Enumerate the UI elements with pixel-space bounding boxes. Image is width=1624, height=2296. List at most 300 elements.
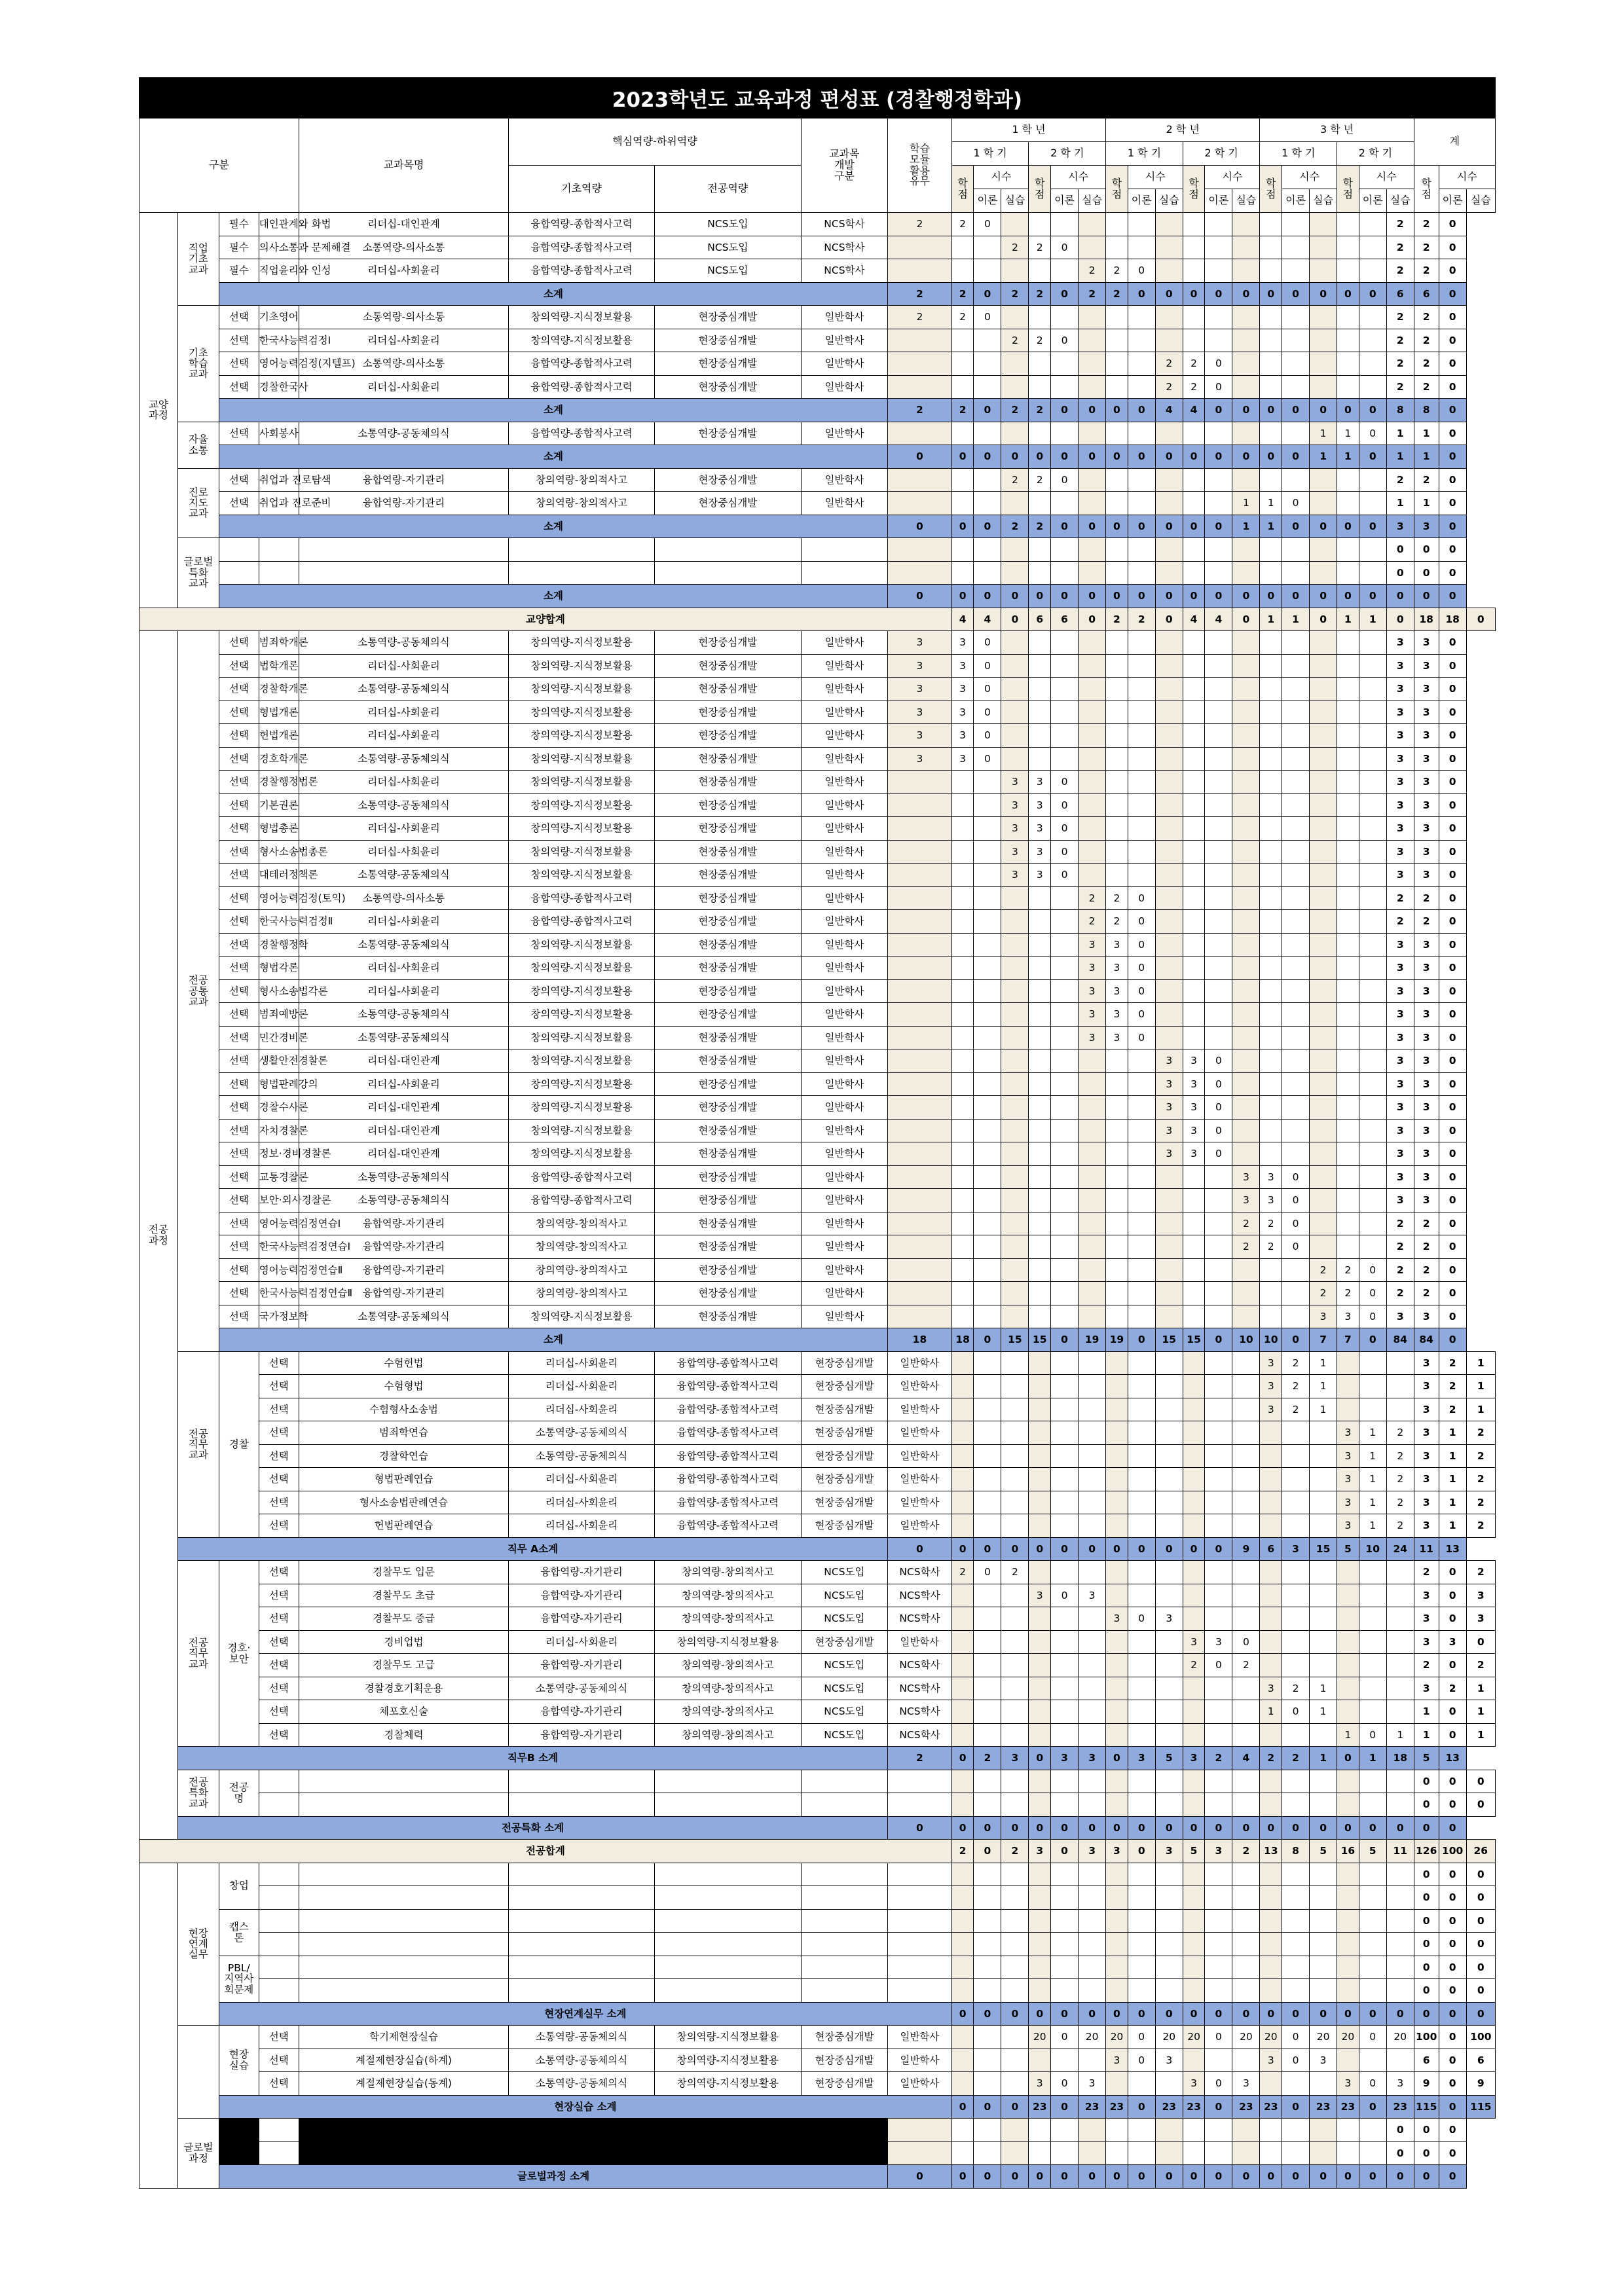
course-name: [299, 1863, 508, 1886]
semester-value: [1260, 259, 1282, 283]
semester-value: [1106, 1444, 1128, 1468]
semester-value: [951, 979, 974, 1003]
total-value: 2: [1414, 910, 1439, 934]
total-value: 0: [1466, 1886, 1495, 1910]
semester-value: [1106, 817, 1128, 841]
semester-value: [1183, 701, 1205, 724]
semester-value: [1205, 1886, 1232, 1910]
semester-value: [1051, 1189, 1079, 1212]
semester-value: [1359, 213, 1386, 236]
semester-value: 2: [1029, 468, 1051, 492]
total-value: 3: [1386, 979, 1414, 1003]
table-row: [139, 886, 1496, 910]
major-competency: 창의역량-지식정보활용: [654, 1630, 801, 1654]
semester-value: [1029, 352, 1051, 376]
semester-value: [1001, 1444, 1029, 1468]
semester-value: [1282, 2119, 1310, 2142]
subtotal-label: 소계: [219, 1328, 887, 1352]
semester-value: [1128, 817, 1155, 841]
course-name: 대인관계와 화법: [259, 213, 299, 236]
semester-value: [1106, 1351, 1128, 1375]
course-type: 선택: [259, 1468, 299, 1491]
total-value: 2: [1466, 1514, 1495, 1538]
dev-type: 현장중심개발: [801, 1375, 887, 1398]
basic-competency: 융합역량-자기관리: [299, 492, 508, 515]
semester-value: [1310, 492, 1337, 515]
semester-value: [1359, 2141, 1386, 2165]
semester-value: [1001, 1630, 1029, 1654]
semester-value: [1001, 1096, 1029, 1120]
semester-value: [951, 1189, 974, 1212]
semester-value: 2: [1079, 910, 1106, 934]
total-value: 1: [1466, 1398, 1495, 1421]
total-value: 3: [1386, 1072, 1414, 1096]
semester-value: [1128, 1282, 1155, 1305]
module-use: 일반학사: [801, 1049, 887, 1073]
semester-value: [1079, 1351, 1106, 1375]
semester-value: [951, 1770, 974, 1793]
section-total-value: 2: [1128, 608, 1155, 631]
course-type: 필수: [219, 236, 259, 259]
total-value: 0: [1439, 329, 1466, 352]
semester-value: [1359, 771, 1386, 794]
group-label: 기초 학습 교과: [177, 306, 219, 422]
semester-value: [1337, 1909, 1359, 1933]
semester-value: 1: [1337, 1723, 1359, 1747]
semester-value: [1310, 1421, 1337, 1445]
subtotal-total: 0: [1439, 399, 1466, 422]
section-total-value: 1: [1359, 608, 1386, 631]
semester-value: [1205, 771, 1232, 794]
semester-value: [1183, 538, 1205, 562]
semester-value: [1337, 840, 1359, 864]
major-competency: 창의역량-지식정보활용: [509, 864, 655, 887]
semester-value: [974, 1235, 1001, 1259]
semester-value: [1337, 654, 1359, 678]
semester-value: [974, 561, 1001, 585]
semester-value: 3: [1029, 2072, 1051, 2096]
semester-value: [1337, 2141, 1359, 2165]
semester-value: [1029, 1654, 1051, 1677]
semester-value: [1051, 2141, 1079, 2165]
semester-value: [1359, 1677, 1386, 1700]
semester-value: [1260, 910, 1282, 934]
semester-value: [1232, 1305, 1260, 1328]
dev-type: 현장중심개발: [654, 1072, 801, 1096]
semester-value: 2: [1232, 1212, 1260, 1235]
course-type: 선택: [219, 840, 259, 864]
semester-value: 3: [1232, 1189, 1260, 1212]
module-use: 일반학사: [888, 1514, 952, 1538]
semester-value: [1183, 1165, 1205, 1189]
course-name: 범죄예방론: [259, 1003, 299, 1027]
subtotal-value: 0: [1359, 1816, 1386, 1840]
table-row: [139, 538, 1496, 562]
semester-value: [888, 793, 952, 817]
semester-value: [888, 1189, 952, 1212]
semester-value: [1310, 1491, 1337, 1514]
total-value: 3: [1414, 1468, 1439, 1491]
course-type: 선택: [259, 1723, 299, 1747]
semester-value: [1337, 468, 1359, 492]
semester-value: [1001, 2072, 1029, 2096]
total-value: 3: [1414, 1189, 1439, 1212]
semester-value: [1183, 979, 1205, 1003]
subtotal-total: 0: [1386, 585, 1414, 608]
subtotal-value: 0: [1282, 515, 1310, 538]
subtotal-value: 1: [1260, 515, 1282, 538]
semester-value: [1359, 979, 1386, 1003]
semester-value: [1386, 1607, 1414, 1631]
subtotal-value: 1: [1337, 445, 1359, 469]
semester-value: [1128, 701, 1155, 724]
semester-value: 3: [1079, 1026, 1106, 1049]
semester-value: [1310, 352, 1337, 376]
semester-value: [1001, 1770, 1029, 1793]
total-value: 0: [1439, 1026, 1466, 1049]
course-type: 선택: [219, 1212, 259, 1235]
semester-value: 3: [1337, 1305, 1359, 1328]
table-row: [139, 817, 1496, 841]
semester-value: [974, 1793, 1001, 1817]
subtotal-value: 2: [1029, 399, 1051, 422]
semester-value: [1282, 678, 1310, 701]
total-value: 0: [1439, 1956, 1466, 1979]
module-use: NCS학사: [801, 213, 887, 236]
dev-type: 현장중심개발: [654, 631, 801, 655]
section-total-value: 2: [1001, 1840, 1029, 1863]
semester-value: [951, 236, 974, 259]
semester-value: 0: [1205, 375, 1232, 399]
semester-value: [1183, 747, 1205, 771]
dev-type: NCS도입: [801, 1607, 887, 1631]
semester-value: [1282, 1956, 1310, 1979]
section-total-value: 3: [1029, 1840, 1051, 1863]
semester-value: [1106, 793, 1128, 817]
semester-value: [1029, 678, 1051, 701]
total-value: 3: [1386, 678, 1414, 701]
total-value: 3: [1414, 1026, 1439, 1049]
basic-competency: 융합역량-자기관리: [299, 1235, 508, 1259]
total-value: 3: [1414, 1607, 1439, 1631]
basic-competency: 소통역량-공동체의식: [299, 422, 508, 445]
semester-value: [1386, 1398, 1414, 1421]
semester-value: [1155, 654, 1183, 678]
major-competency: 융합역량-종합적사고력: [509, 352, 655, 376]
total-value: 0: [1439, 236, 1466, 259]
semester-value: [1155, 1491, 1183, 1514]
semester-value: [1260, 375, 1282, 399]
semester-value: 2: [1386, 1444, 1414, 1468]
semester-value: 3: [951, 701, 974, 724]
total-value: 9: [1414, 2072, 1439, 2096]
subtotal-value: 0: [1205, 1328, 1232, 1352]
semester-value: 2: [1029, 236, 1051, 259]
subtotal-value: 5: [1155, 1747, 1183, 1770]
total-value: 0: [1439, 1049, 1466, 1073]
semester-value: [1232, 1119, 1260, 1142]
semester-value: 3: [1155, 1096, 1183, 1120]
semester-value: [1183, 886, 1205, 910]
semester-value: [1337, 213, 1359, 236]
semester-value: [1232, 1514, 1260, 1538]
course-name: 생활안전경찰론: [259, 1049, 299, 1073]
semester-value: [1029, 1863, 1051, 1886]
dev-type: [801, 1863, 887, 1886]
semester-value: 20: [1029, 2026, 1051, 2049]
semester-value: 3: [951, 678, 974, 701]
semester-value: [951, 1863, 974, 1886]
semester-value: 3: [888, 678, 952, 701]
semester-value: [1386, 1886, 1414, 1910]
table-row: [139, 1886, 1496, 1910]
table-row: [139, 1770, 1496, 1793]
semester-value: [1183, 1956, 1205, 1979]
semester-value: [1310, 329, 1337, 352]
semester-value: [1359, 1979, 1386, 2003]
major-competency: 창의역량-지식정보활용: [509, 933, 655, 957]
semester-value: 0: [1359, 1305, 1386, 1328]
semester-value: [974, 910, 1001, 934]
semester-value: [888, 933, 952, 957]
semester-value: [1128, 1909, 1155, 1933]
course-type: 선택: [219, 1119, 259, 1142]
course-type: 선택: [219, 1189, 259, 1212]
total-value: 0: [1439, 1979, 1466, 2003]
semester-value: 3: [1029, 840, 1051, 864]
total-value: 0: [1439, 2026, 1466, 2049]
semester-value: 2: [888, 306, 952, 329]
semester-value: [1310, 1561, 1337, 1584]
semester-value: [1001, 1165, 1029, 1189]
semester-value: [1359, 1189, 1386, 1212]
subtotal-value: 2: [951, 399, 974, 422]
semester-value: [1001, 561, 1029, 585]
semester-value: [1106, 561, 1128, 585]
total-value: 0: [1414, 1793, 1439, 1817]
semester-value: [888, 561, 952, 585]
header-year2: 2 학 년: [1106, 118, 1260, 142]
semester-value: [1051, 1677, 1079, 1700]
subtotal-value: 0: [1106, 515, 1128, 538]
dev-type: 현장중심개발: [654, 957, 801, 980]
semester-value: [1232, 538, 1260, 562]
semester-value: [1079, 2141, 1106, 2165]
table-row: [139, 840, 1496, 864]
table-row: [139, 1607, 1496, 1631]
semester-value: [1337, 1677, 1359, 1700]
semester-value: [1051, 1119, 1079, 1142]
semester-value: [974, 1863, 1001, 1886]
subtotal-value: 0: [1359, 2165, 1386, 2189]
semester-value: [1029, 1258, 1051, 1282]
table-row: [139, 1212, 1496, 1235]
semester-value: 2: [1183, 1654, 1205, 1677]
total-value: 3: [1414, 1351, 1439, 1375]
semester-value: [1282, 306, 1310, 329]
semester-value: [1260, 1468, 1282, 1491]
semester-value: [1282, 1723, 1310, 1747]
semester-value: [1205, 1700, 1232, 1724]
header-module: 학습 모듈 활용 유무: [888, 118, 952, 213]
semester-value: 0: [1128, 1003, 1155, 1027]
basic-competency: 소통역량-공동체의식: [299, 933, 508, 957]
course-name: [259, 538, 299, 562]
semester-value: [1128, 329, 1155, 352]
semester-value: [1232, 1956, 1260, 1979]
course-name: 경찰무도 입문: [299, 1561, 508, 1584]
subtotal-value: 0: [1051, 2165, 1079, 2189]
total-value: 2: [1386, 236, 1414, 259]
semester-value: [1106, 375, 1128, 399]
semester-value: [1079, 1886, 1106, 1910]
table-header: [139, 118, 1496, 213]
total-value: 0: [1439, 1305, 1466, 1328]
semester-value: [951, 1003, 974, 1027]
total-value: 0: [1439, 1165, 1466, 1189]
semester-value: 0: [1128, 933, 1155, 957]
semester-value: [1155, 933, 1183, 957]
semester-value: 0: [1128, 2049, 1155, 2072]
semester-value: 2: [1337, 1282, 1359, 1305]
table-row: [139, 979, 1496, 1003]
semester-value: 2: [1260, 1212, 1282, 1235]
semester-value: [951, 1142, 974, 1166]
major-competency: 융합역량-종합적사고력: [509, 236, 655, 259]
area-label: [139, 1863, 178, 2188]
semester-value: 3: [1155, 1072, 1183, 1096]
subtotal-value: 0: [974, 515, 1001, 538]
semester-value: [1337, 1607, 1359, 1631]
semester-value: [1232, 1700, 1260, 1724]
semester-value: 2: [1106, 259, 1128, 283]
subtotal-total: 11: [1414, 1537, 1439, 1561]
module-use: 일반학사: [801, 886, 887, 910]
subtotal-value: 23: [1310, 2095, 1337, 2119]
subtotal-value: 0: [1029, 585, 1051, 608]
semester-value: [974, 957, 1001, 980]
semester-value: [1051, 561, 1079, 585]
semester-value: [1183, 654, 1205, 678]
course-type: 선택: [219, 724, 259, 748]
semester-value: [1282, 259, 1310, 283]
semester-value: [1106, 1421, 1128, 1445]
section-total-value: 5: [1359, 1840, 1386, 1863]
semester-value: [1310, 2072, 1337, 2096]
semester-value: 2: [1386, 1468, 1414, 1491]
semester-value: [1205, 259, 1232, 283]
table-row: [139, 1026, 1496, 1049]
subtotal-row: [139, 2095, 1496, 2119]
semester-value: [1029, 1398, 1051, 1421]
dev-type: 현장중심개발: [654, 701, 801, 724]
semester-value: [1232, 1677, 1260, 1700]
semester-value: [1155, 1561, 1183, 1584]
semester-value: [1260, 422, 1282, 445]
subtotal-value: 0: [1155, 282, 1183, 306]
semester-value: [1260, 561, 1282, 585]
semester-value: [1310, 1863, 1337, 1886]
semester-value: [1029, 1723, 1051, 1747]
semester-value: [1183, 1375, 1205, 1398]
semester-value: 1: [1359, 1421, 1386, 1445]
subtotal-row: [139, 445, 1496, 469]
subtotal-value: 0: [1051, 1816, 1079, 1840]
semester-value: [974, 886, 1001, 910]
semester-value: [1260, 1258, 1282, 1282]
major-competency: [654, 1770, 801, 1793]
course-name: 자치경찰론: [259, 1119, 299, 1142]
dev-type: 현장중심개발: [801, 1351, 887, 1375]
semester-value: [1155, 817, 1183, 841]
subtotal-total: 0: [1414, 2002, 1439, 2026]
total-value: 2: [1414, 468, 1439, 492]
course-type: 선택: [219, 306, 259, 329]
semester-value: [974, 933, 1001, 957]
semester-value: [1051, 1072, 1079, 1096]
module-use: [888, 1793, 952, 1817]
course-name: 보안·외사경찰론: [259, 1189, 299, 1212]
subtotal-value: 23: [1260, 2095, 1282, 2119]
semester-value: [1128, 1654, 1155, 1677]
semester-value: [974, 793, 1001, 817]
course-name: 직업윤리와 인성: [259, 259, 299, 283]
subtotal-value: 0: [1079, 585, 1106, 608]
course-type: 선택: [259, 1375, 299, 1398]
total-value: 2: [1386, 1258, 1414, 1282]
semester-value: [1106, 864, 1128, 887]
subtotal-value: 0: [1106, 1816, 1128, 1840]
semester-value: [1128, 654, 1155, 678]
semester-value: [1106, 1049, 1128, 1073]
subtotal-value: 10: [1232, 1328, 1260, 1352]
total-value: 0: [1439, 701, 1466, 724]
semester-value: [1260, 933, 1282, 957]
subtotal-total: 0: [1439, 1816, 1466, 1840]
semester-value: 0: [1359, 2026, 1386, 2049]
semester-value: [1260, 724, 1282, 748]
semester-value: [1106, 1561, 1128, 1584]
subtotal-value: 3: [1001, 1747, 1029, 1770]
semester-value: [1079, 2049, 1106, 2072]
semester-value: [1079, 1607, 1106, 1631]
course-type: 선택: [219, 957, 259, 980]
total-value: 3: [1386, 1165, 1414, 1189]
dev-type: [654, 538, 801, 562]
semester-value: [1205, 1351, 1232, 1375]
semester-value: [1310, 1049, 1337, 1073]
subtotal-value: 0: [1260, 2165, 1282, 2189]
semester-value: [1386, 1956, 1414, 1979]
semester-value: [1282, 1049, 1310, 1073]
semester-value: [1205, 840, 1232, 864]
semester-value: [1001, 1491, 1029, 1514]
course-name: [299, 1933, 508, 1956]
semester-value: [951, 1909, 974, 1933]
semester-value: [1205, 678, 1232, 701]
semester-value: [1079, 352, 1106, 376]
semester-value: [974, 422, 1001, 445]
course-name: 경호학개론: [259, 747, 299, 771]
basic-competency: 리더십-대인관계: [299, 1119, 508, 1142]
subtotal-value: 0: [888, 445, 952, 469]
semester-value: 3: [1155, 1049, 1183, 1073]
semester-value: [1260, 2119, 1282, 2142]
semester-value: [888, 910, 952, 934]
semester-value: [951, 492, 974, 515]
total-value: 3: [1414, 1003, 1439, 1027]
major-competency: 창의역량-지식정보활용: [509, 957, 655, 980]
